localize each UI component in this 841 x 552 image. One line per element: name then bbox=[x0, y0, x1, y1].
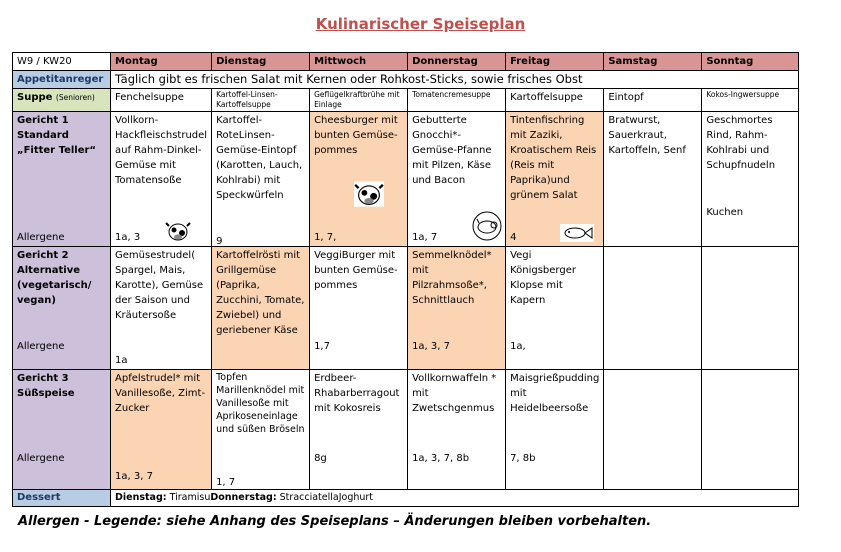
dish-text: Vollkorn-Hackfleischstrudel auf Rahm-Dinkel-Gemüse mit Tomatensoße bbox=[115, 115, 208, 186]
soup-saturday: Eintopf bbox=[604, 89, 702, 112]
dish-text: Cheesburger mit bunten Gemüse-pommes bbox=[314, 115, 398, 156]
meal-label-1 bbox=[13, 112, 111, 247]
meal-2-friday bbox=[506, 247, 604, 370]
soup-label-main: Suppe bbox=[17, 92, 53, 103]
allergen-label-1: Allergene bbox=[17, 232, 65, 243]
day-tuesday: Dienstag bbox=[212, 53, 310, 71]
allergen-label-3: Allergene bbox=[17, 453, 65, 464]
appetizer-row bbox=[13, 71, 799, 89]
allergen-value: 1a, 3 bbox=[115, 232, 141, 243]
allergen-label-2: Allergene bbox=[17, 341, 65, 352]
allergen-value: 1,7 bbox=[314, 341, 330, 352]
meal-2-thursday bbox=[408, 247, 506, 370]
dish-text: VeggiBurger mit bunten Gemüse-pommes bbox=[314, 250, 398, 291]
meal-1-tuesday bbox=[212, 112, 310, 247]
soup-thursday: Tomatencremesuppe bbox=[408, 89, 506, 112]
day-saturday: Samstag bbox=[604, 53, 702, 71]
day-header-row bbox=[13, 53, 799, 71]
dish-text: Vollkornwaffeln * mit Zwetschgenmus bbox=[412, 373, 497, 414]
menu-table bbox=[12, 52, 799, 507]
allergen-value: 8g bbox=[314, 453, 327, 464]
allergen-value: 4 bbox=[510, 232, 517, 243]
day-sunday: Sonntag bbox=[702, 53, 799, 71]
dessert-day-1: Dienstag: bbox=[115, 492, 167, 503]
day-wednesday: Mittwoch bbox=[310, 53, 408, 71]
meal-3-sunday bbox=[702, 370, 799, 490]
meal-row-3 bbox=[13, 370, 799, 490]
day-monday: Montag bbox=[111, 53, 212, 71]
day-friday: Freitag bbox=[506, 53, 604, 71]
soup-label bbox=[13, 89, 111, 112]
meal-2-sunday bbox=[702, 247, 799, 370]
meal-label-1-text: Gericht 1 Standard „Fitter Teller“ bbox=[17, 115, 97, 156]
meal-3-monday bbox=[111, 370, 212, 490]
meal-2-saturday bbox=[604, 247, 702, 370]
meal-label-3-text: Gericht 3 Süßspeise bbox=[17, 373, 75, 399]
meal-3-wednesday bbox=[310, 370, 408, 490]
dessert-item-1: Tiramisu bbox=[169, 492, 211, 503]
dish-text: Topfen Marillenknödel mit Vanillesoße mit Aprikoseneinlage und süßen Bröseln bbox=[216, 372, 305, 435]
allergen-value: 1a, 3, 7 bbox=[412, 341, 450, 352]
dish-text: Kartoffel-RoteLinsen-Gemüse-Eintopf (Karotten, Lauch, Kohlrabi) mit Speckwürfeln bbox=[216, 115, 303, 201]
fish-icon bbox=[560, 224, 594, 247]
allergen-value: 1a, 3, 7, 8b bbox=[412, 453, 470, 464]
appetizer-label: Appetitanreger bbox=[13, 71, 111, 89]
dish-text: Maisgrießpudding mit Heidelbeersoße bbox=[510, 373, 600, 414]
allergen-value: 7, 8b bbox=[510, 453, 536, 464]
soup-friday: Kartoffelsuppe bbox=[506, 89, 604, 112]
dish-text: Vegi Königsberger Klopse mit Kapern bbox=[510, 250, 576, 306]
soup-wednesday: Geflügelkraftbrühe mit Einlage bbox=[310, 89, 408, 112]
dessert-text bbox=[111, 490, 799, 507]
meal-2-monday bbox=[111, 247, 212, 370]
soup-monday: Fenchelsuppe bbox=[111, 89, 212, 112]
meal-1-saturday bbox=[604, 112, 702, 247]
dish-text: Gemüsestrudel( Spargel, Mais, Karotte), Gemüse der Saison und Kräutersoße bbox=[115, 250, 204, 321]
day-thursday: Donnerstag bbox=[408, 53, 506, 71]
allergen-value: 1, 7 bbox=[216, 477, 236, 488]
soup-label-small: (Senioren) bbox=[55, 93, 95, 102]
dessert-row bbox=[13, 490, 799, 507]
cow-icon bbox=[354, 179, 384, 214]
meal-label-3 bbox=[13, 370, 111, 490]
dish-text: Semmelknödel* mit Pilzrahmsoße*, Schnittlauch bbox=[412, 250, 492, 306]
dessert-day-2: Donnerstag: bbox=[210, 492, 277, 503]
allergen-value: 1a, bbox=[510, 341, 526, 352]
dish-text: Apfelstrudel* mit Vanillesoße, Zimt-Zucker bbox=[115, 373, 206, 414]
meal-2-tuesday bbox=[212, 247, 310, 370]
soup-sunday: Kokos-Ingwersuppe bbox=[702, 89, 799, 112]
appetizer-text: Täglich gibt es frischen Salat mit Kernen oder Rohkost-Sticks, sowie frisches Obst bbox=[111, 71, 799, 89]
meal-2-wednesday bbox=[310, 247, 408, 370]
meal-1-thursday bbox=[408, 112, 506, 247]
soup-row bbox=[13, 89, 799, 112]
meal-row-1 bbox=[13, 112, 799, 247]
allergen-value: 1a, 3, 7 bbox=[115, 471, 153, 482]
allergen-value: 1a bbox=[115, 355, 128, 366]
dish-text: Geschmortes Rind, Rahm-Kohlrabi und Schupfnudeln bbox=[706, 115, 776, 171]
soup-tuesday: Kartoffel-Linsen-Kartoffelsuppe bbox=[212, 89, 310, 112]
dish-text: Tintenfischring mit Zaziki, Kroatischem Reis (Reis mit Paprika)und grünem Salat bbox=[510, 115, 597, 201]
pig-icon bbox=[470, 210, 504, 247]
meal-label-2-text: Gericht 2 Alternative (vegetarisch/ vegan) bbox=[17, 250, 92, 306]
meal-3-thursday bbox=[408, 370, 506, 490]
footer-note: Allergen - Legende: siehe Anhang des Speiseplans – Änderungen bleiben vorbehalten. bbox=[18, 514, 652, 529]
meal-1-friday bbox=[506, 112, 604, 247]
meal-3-tuesday bbox=[212, 370, 310, 490]
allergen-value: 1a, 7 bbox=[412, 232, 438, 243]
meal-label-2 bbox=[13, 247, 111, 370]
meal-3-friday bbox=[506, 370, 604, 490]
allergen-value: 9 bbox=[216, 236, 223, 247]
page-title: Kulinarischer Speiseplan bbox=[315, 15, 526, 33]
dish-extra: Kuchen bbox=[706, 207, 744, 218]
cow-icon bbox=[165, 220, 191, 247]
meal-3-saturday bbox=[604, 370, 702, 490]
dish-text: Gebutterte Gnocchi*-Gemüse-Pfanne mit Pilzen, Käse und Bacon bbox=[412, 115, 492, 186]
meal-row-2 bbox=[13, 247, 799, 370]
dessert-label: Dessert bbox=[13, 490, 111, 507]
meal-1-monday bbox=[111, 112, 212, 247]
meal-1-sunday bbox=[702, 112, 799, 247]
week-label: W9 / KW20 bbox=[13, 53, 111, 71]
dish-text: Kartoffelrösti mit Grillgemüse (Paprika, Zucchini, Tomate, Zwiebel) und geriebener Käse bbox=[216, 250, 305, 336]
dessert-item-2: StracciatellaJoghurt bbox=[279, 492, 374, 503]
allergen-value: 1, 7, bbox=[314, 232, 337, 243]
dish-text: Erdbeer-Rhabarberragout mit Kokosreis bbox=[314, 373, 400, 414]
meal-1-wednesday bbox=[310, 112, 408, 247]
dish-text: Bratwurst, Sauerkraut, Kartoffeln, Senf bbox=[608, 115, 686, 156]
